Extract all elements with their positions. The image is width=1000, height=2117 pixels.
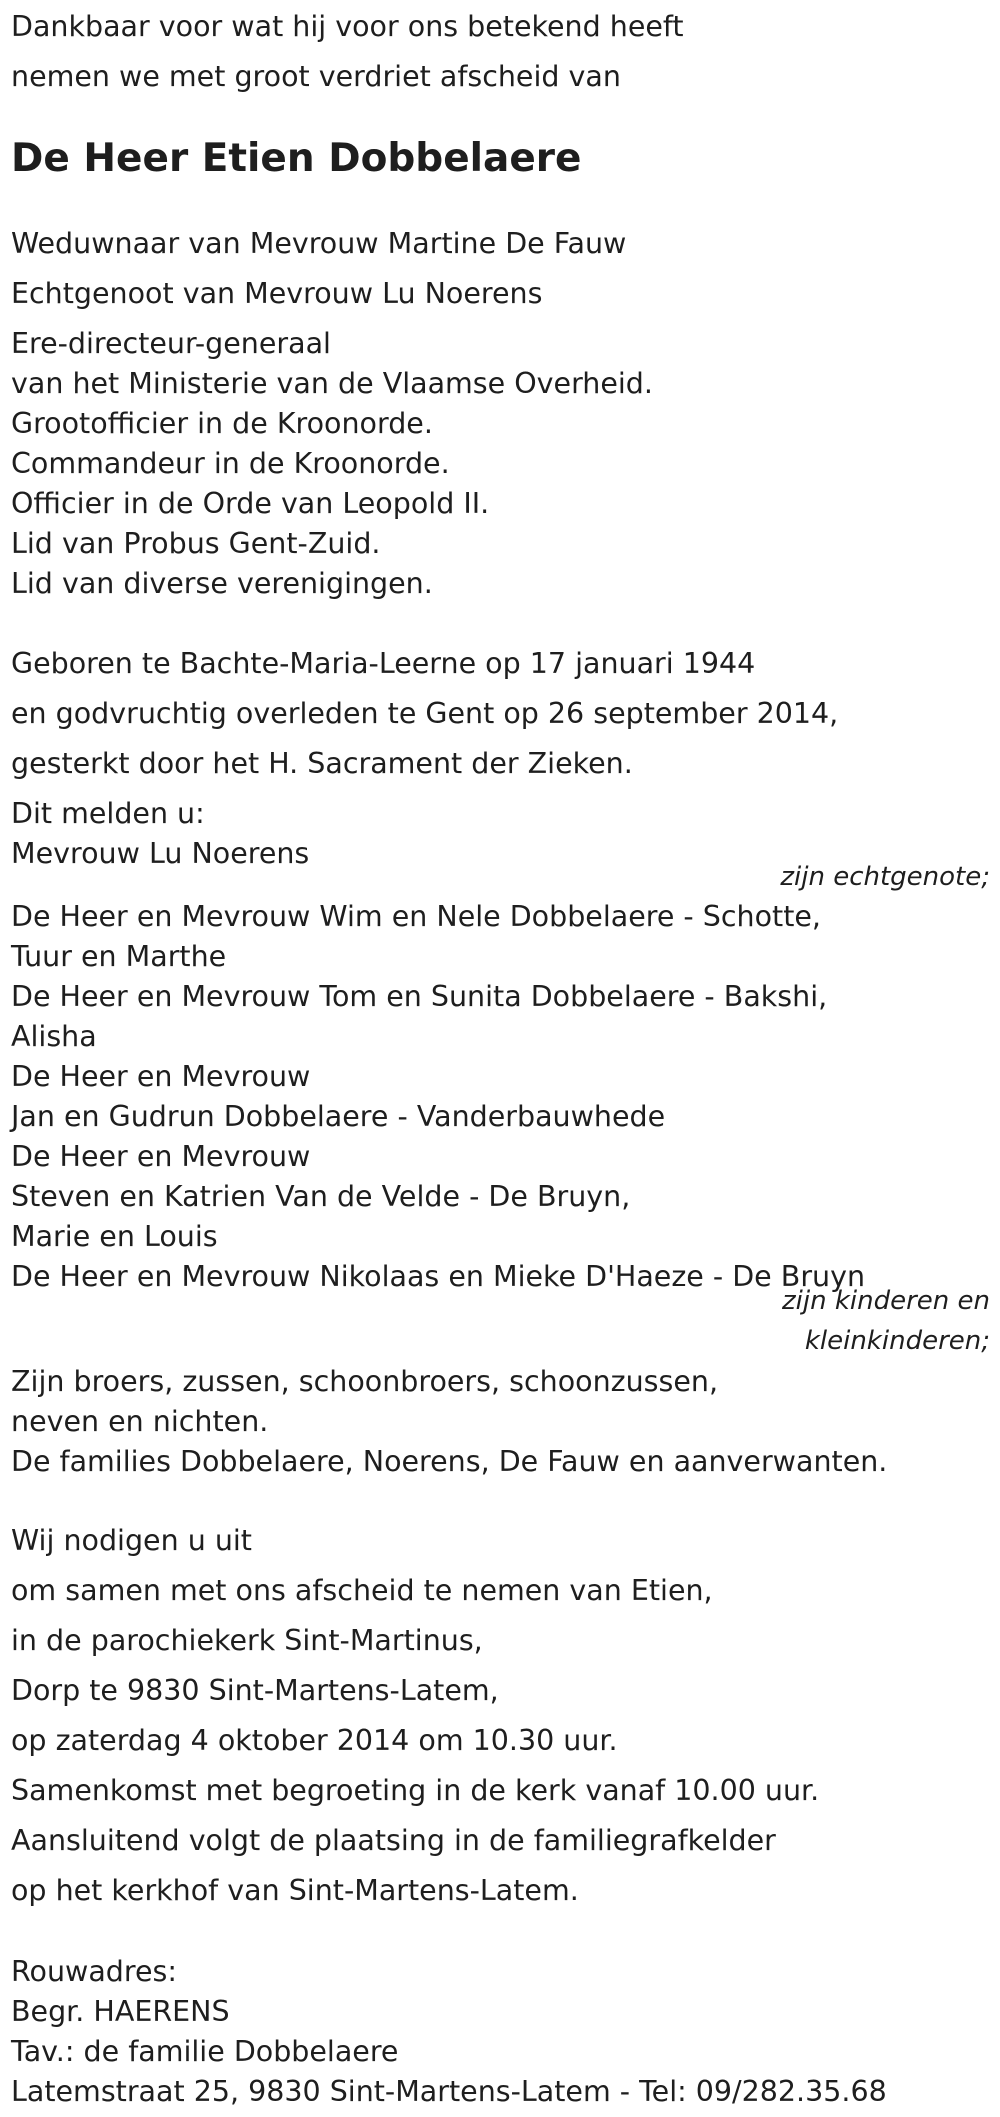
relation-line: Weduwnaar van Mevrouw Martine De Fauw [11, 227, 627, 260]
title-line: Grootofficier in de Kroonorde. [11, 407, 433, 440]
address-line: Rouwadres: [11, 1955, 177, 1988]
children-line: Jan en Gudrun Dobbelaere - Vanderbauwhede [11, 1100, 666, 1133]
title-line: Lid van Probus Gent-Zuid. [11, 527, 381, 560]
address-line: Tav.: de familie Dobbelaere [11, 2035, 399, 2068]
children-line: Marie en Louis [11, 1220, 218, 1253]
children-line: De Heer en Mevrouw Wim en Nele Dobbelaere - Schotte, [11, 900, 821, 933]
intro-line: Dankbaar voor wat hij voor ons betekend heeft [11, 10, 684, 43]
children-line: De Heer en Mevrouw Nikolaas en Mieke D'Haeze - De Bruyn [11, 1260, 866, 1293]
life-line: gesterkt door het H. Sacrament der Zieken. [11, 747, 633, 780]
title-line: Ere-directeur-generaal [11, 327, 331, 360]
title-line: Officier in de Orde van Leopold II. [11, 487, 490, 520]
children-line: De Heer en Mevrouw Tom en Sunita Dobbelaere - Bakshi, [11, 980, 828, 1013]
deceased-name: De Heer Etien Dobbelaere [11, 136, 582, 181]
family-line: De families Dobbelaere, Noerens, De Fauw en aanverwanten. [11, 1445, 888, 1478]
service-line: in de parochiekerk Sint-Martinus, [11, 1624, 483, 1657]
life-line: Geboren te Bachte-Maria-Leerne op 17 januari 1944 [11, 647, 756, 680]
service-line: Wij nodigen u uit [11, 1524, 252, 1557]
intro-line: nemen we met groot verdriet afscheid van [11, 60, 621, 93]
children-role: kleinkinderen; [804, 1326, 990, 1356]
relation-line: Echtgenoot van Mevrouw Lu Noerens [11, 277, 543, 310]
service-line: Samenkomst met begroeting in de kerk vanaf 10.00 uur. [11, 1774, 820, 1807]
life-line: en godvruchtig overleden te Gent op 26 september 2014, [11, 697, 839, 730]
children-line: Tuur en Marthe [11, 940, 227, 973]
service-line: Aansluitend volgt de plaatsing in de familiegrafkelder [11, 1824, 776, 1857]
children-line: Alisha [11, 1020, 97, 1053]
service-line: op zaterdag 4 oktober 2014 om 10.30 uur. [11, 1724, 618, 1757]
children-line: De Heer en Mevrouw [11, 1140, 311, 1173]
title-line: Lid van diverse verenigingen. [11, 567, 433, 600]
service-line: Dorp te 9830 Sint-Martens-Latem, [11, 1674, 499, 1707]
announce-line: Dit melden u: [11, 797, 205, 830]
service-line: om samen met ons afscheid te nemen van Etien, [11, 1574, 713, 1607]
spouse-name: Mevrouw Lu Noerens [11, 837, 310, 870]
family-line: neven en nichten. [11, 1405, 269, 1438]
title-line: van het Ministerie van de Vlaamse Overheid. [11, 367, 653, 400]
children-role: zijn kinderen en [782, 1286, 990, 1316]
service-line: op het kerkhof van Sint-Martens-Latem. [11, 1874, 579, 1907]
title-line: Commandeur in de Kroonorde. [11, 447, 450, 480]
address-line: Begr. HAERENS [11, 1995, 230, 2028]
address-line: Latemstraat 25, 9830 Sint-Martens-Latem - Tel: 09/282.35.68 [11, 2075, 887, 2108]
spouse-role: zijn echtgenote; [780, 862, 990, 892]
children-line: Steven en Katrien Van de Velde - De Bruyn, [11, 1180, 631, 1213]
family-line: Zijn broers, zussen, schoonbroers, schoonzussen, [11, 1365, 719, 1398]
children-line: De Heer en Mevrouw [11, 1060, 311, 1093]
